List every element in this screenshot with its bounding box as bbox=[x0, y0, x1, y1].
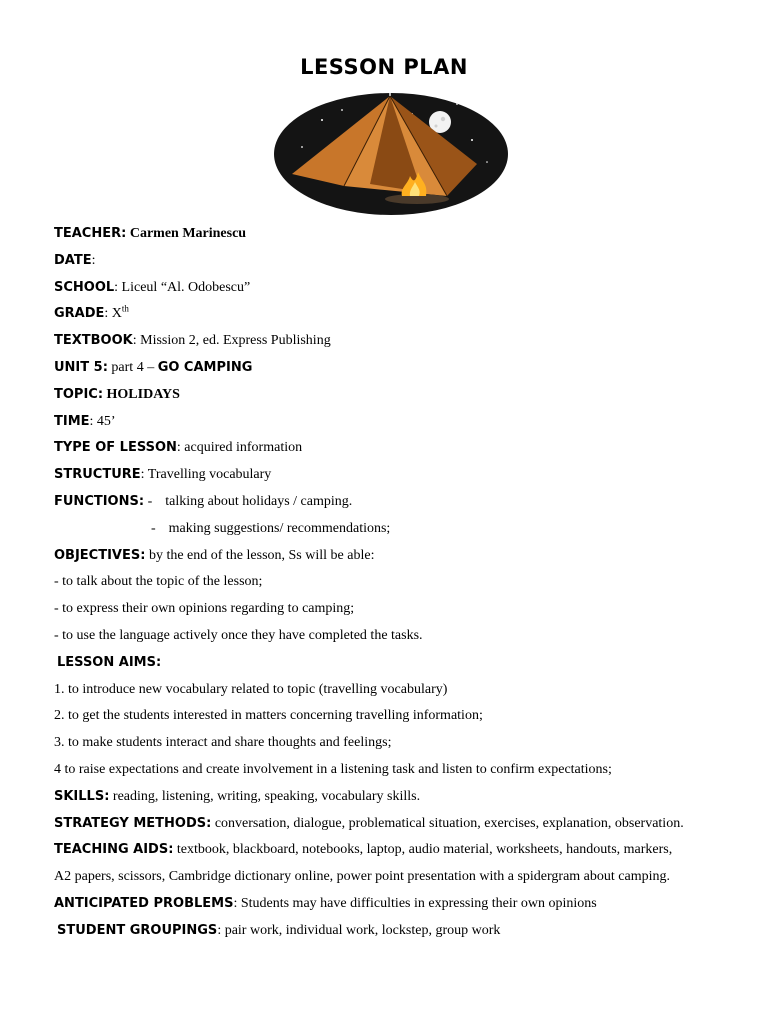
objective-item: - to express their own opinions regarding to camping; bbox=[54, 601, 355, 617]
school-line: SCHOOL: Liceul “Al. Odobescu” bbox=[54, 279, 251, 295]
unit-line: UNIT 5: part 4 – GO CAMPING bbox=[54, 359, 253, 375]
lesson-aims-heading: LESSON AIMS: bbox=[57, 654, 162, 670]
lesson-aim-item: 1. to introduce new vocabulary related to topic (travelling vocabulary) bbox=[54, 681, 448, 697]
skills-line: SKILLS: reading, listening, writing, speaking, vocabulary skills. bbox=[54, 788, 421, 804]
functions-line: FUNCTIONS: - talking about holidays / camping. bbox=[54, 493, 353, 509]
page-title: LESSON PLAN bbox=[300, 55, 468, 79]
grade-line: GRADE: Xth bbox=[54, 303, 129, 322]
type-of-lesson-line: TYPE OF LESSON: acquired information bbox=[54, 440, 303, 456]
student-groupings-line: STUDENT GROUPINGS: pair work, individual work, lockstep, group work bbox=[57, 922, 501, 938]
lesson-aim-item: 2. to get the students interested in matters concerning travelling information; bbox=[54, 708, 483, 724]
functions-item: - making suggestions/ recommendations; bbox=[151, 520, 391, 536]
lesson-plan-body bbox=[54, 224, 754, 948]
objectives-line: OBJECTIVES: by the end of the lesson, Ss will be able: bbox=[54, 547, 375, 563]
textbook-line: TEXTBOOK: Mission 2, ed. Express Publishing bbox=[54, 333, 331, 349]
objective-item: - to talk about the topic of the lesson; bbox=[54, 574, 263, 590]
lesson-aim-item: 4 to raise expectations and create involvement in a listening task and listen to confirm expectations; bbox=[54, 761, 612, 777]
strategy-methods-line: STRATEGY METHODS: conversation, dialogue, problematical situation, exercises, explanation, observation. bbox=[54, 815, 684, 831]
anticipated-problems-line: ANTICIPATED PROBLEMS: Students may have difficulties in expressing their own opinions bbox=[54, 895, 597, 911]
time-line: TIME: 45’ bbox=[54, 413, 116, 429]
teacher-line: TEACHER: Carmen Marinescu bbox=[54, 226, 247, 241]
tent-campfire-icon bbox=[272, 92, 510, 216]
teaching-aids-continued: A2 papers, scissors, Cambridge dictionary online, power point presentation with a spidergram about camping. bbox=[54, 869, 670, 885]
teaching-aids-line: TEACHING AIDS: textbook, blackboard, notebooks, laptop, audio material, worksheets, handouts, markers, bbox=[54, 842, 673, 858]
lesson-aim-item: 3. to make students interact and share thoughts and feelings; bbox=[54, 735, 392, 751]
date-line: DATE: bbox=[54, 252, 96, 268]
objective-item: - to use the language actively once they have completed the tasks. bbox=[54, 627, 423, 643]
topic-line: TOPIC: HOLIDAYS bbox=[54, 386, 180, 402]
structure-line: STRUCTURE: Travelling vocabulary bbox=[54, 467, 272, 483]
